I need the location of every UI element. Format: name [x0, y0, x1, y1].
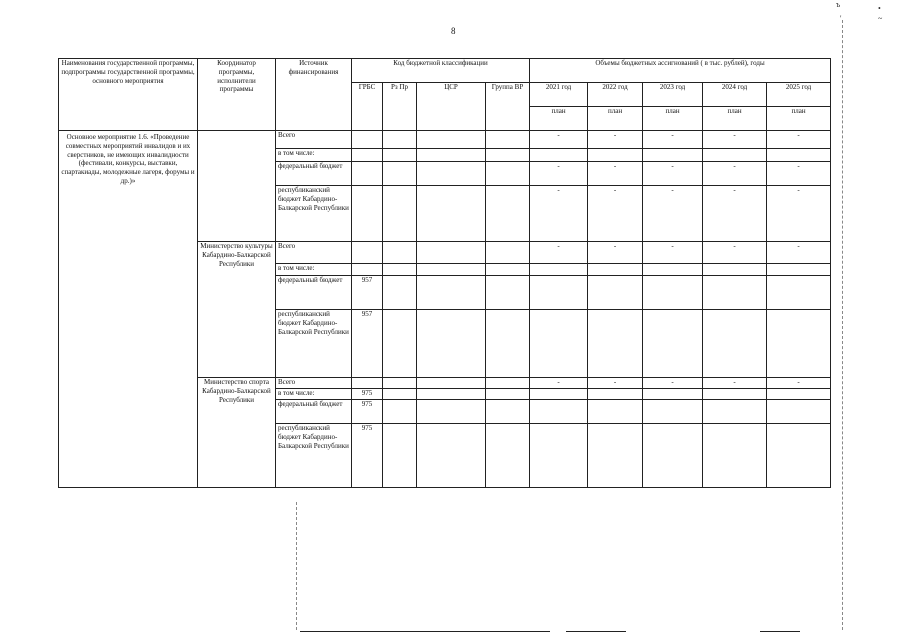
header-budget-code: Код бюджетной классификации — [352, 59, 530, 83]
value-dash: - — [588, 186, 643, 242]
value-dash: - — [643, 131, 703, 149]
header-plan: план — [767, 107, 831, 131]
header-volumes: Объемы бюджетных ассигнований ( в тыс. рублей), годы — [530, 59, 831, 83]
value-dash: - — [703, 186, 767, 242]
scan-mark: ~ — [878, 14, 883, 23]
value-dash: - — [643, 242, 703, 264]
scan-mark: • — [878, 4, 881, 13]
source-federal: федеральный бюджет — [276, 400, 352, 424]
value-dash: - — [703, 162, 767, 186]
header-year: 2024 год — [703, 83, 767, 107]
value-dash: - — [767, 186, 831, 242]
grbs-code: 975 — [352, 400, 383, 424]
grbs-code: 957 — [352, 310, 383, 378]
header-year: 2025 год — [767, 83, 831, 107]
header-year: 2021 год — [530, 83, 588, 107]
header-row — [59, 59, 831, 83]
header-source: Источник финансирования — [276, 59, 352, 131]
scan-mark: ' — [840, 14, 842, 23]
scan-mark: ъ — [836, 0, 841, 9]
page-number: 8 — [451, 26, 456, 36]
budget-table — [58, 58, 831, 488]
value-dash: - — [588, 242, 643, 264]
table-row — [59, 131, 831, 149]
scan-guide-line — [842, 20, 843, 630]
source-total: Всего — [276, 242, 352, 264]
source-including: в том числе: — [276, 264, 352, 276]
value-dash: - — [643, 378, 703, 389]
source-federal: федеральный бюджет — [276, 162, 352, 186]
grbs-code: 957 — [352, 276, 383, 310]
grbs-code: 975 — [352, 389, 383, 400]
header-program-name: Наименования государственной программы, подпрограммы государственной программы, основного мероприятия — [59, 59, 198, 131]
scan-bottom-line — [566, 631, 626, 632]
value-dash: - — [767, 131, 831, 149]
executor-empty — [198, 131, 276, 242]
value-dash: - — [703, 378, 767, 389]
scan-bottom-line — [300, 631, 550, 632]
header-year: 2022 год — [588, 83, 643, 107]
source-federal: федеральный бюджет — [276, 276, 352, 310]
value-dash: - — [703, 131, 767, 149]
value-dash: - — [530, 162, 588, 186]
value-dash: - — [588, 131, 643, 149]
value-dash: - — [530, 131, 588, 149]
header-coordinator: Координатор программы, исполнители программы — [198, 59, 276, 131]
header-plan: план — [530, 107, 588, 131]
header-plan: план — [703, 107, 767, 131]
header-csr: ЦСР — [417, 83, 486, 131]
header-year: 2023 год — [643, 83, 703, 107]
source-republican: республиканский бюджет Кабардино-Балкарской Республики — [276, 186, 352, 242]
value-dash: - — [767, 162, 831, 186]
source-republican: республиканский бюджет Кабардино-Балкарской Республики — [276, 424, 352, 488]
executor-sport: Министерство спорта Кабардино-Балкарской Республики — [198, 378, 276, 488]
source-total: Всего — [276, 131, 352, 149]
header-rz-pr: Рз Пр — [383, 83, 417, 131]
value-dash: - — [530, 186, 588, 242]
source-including: в том числе: — [276, 389, 352, 400]
value-dash: - — [588, 162, 643, 186]
value-dash: - — [767, 242, 831, 264]
header-plan: план — [588, 107, 643, 131]
value-dash: - — [643, 162, 703, 186]
source-total: Всего — [276, 378, 352, 389]
grbs-code: 975 — [352, 424, 383, 488]
scan-guide-line — [296, 502, 297, 630]
source-republican: республиканский бюджет Кабардино-Балкарской Республики — [276, 310, 352, 378]
source-including: в том числе: — [276, 149, 352, 162]
event-name: Основное мероприятие 1.6. «Проведение совместных мероприятий инвалидов и их сверстников, не имеющих инвалидности (фестивали, конкурсы, выставки, спартакиады, молодежные лагеря, форумы и др.)» — [59, 131, 198, 488]
header-group-vr: Группа ВР — [486, 83, 530, 131]
value-dash: - — [530, 378, 588, 389]
header-grbs: ГРБС — [352, 83, 383, 131]
scan-bottom-line — [760, 631, 800, 632]
value-dash: - — [588, 378, 643, 389]
executor-culture: Министерство культуры Кабардино-Балкарской Республики — [198, 242, 276, 378]
value-dash: - — [643, 186, 703, 242]
value-dash: - — [530, 242, 588, 264]
value-dash: - — [703, 242, 767, 264]
value-dash: - — [767, 378, 831, 389]
header-plan: план — [643, 107, 703, 131]
